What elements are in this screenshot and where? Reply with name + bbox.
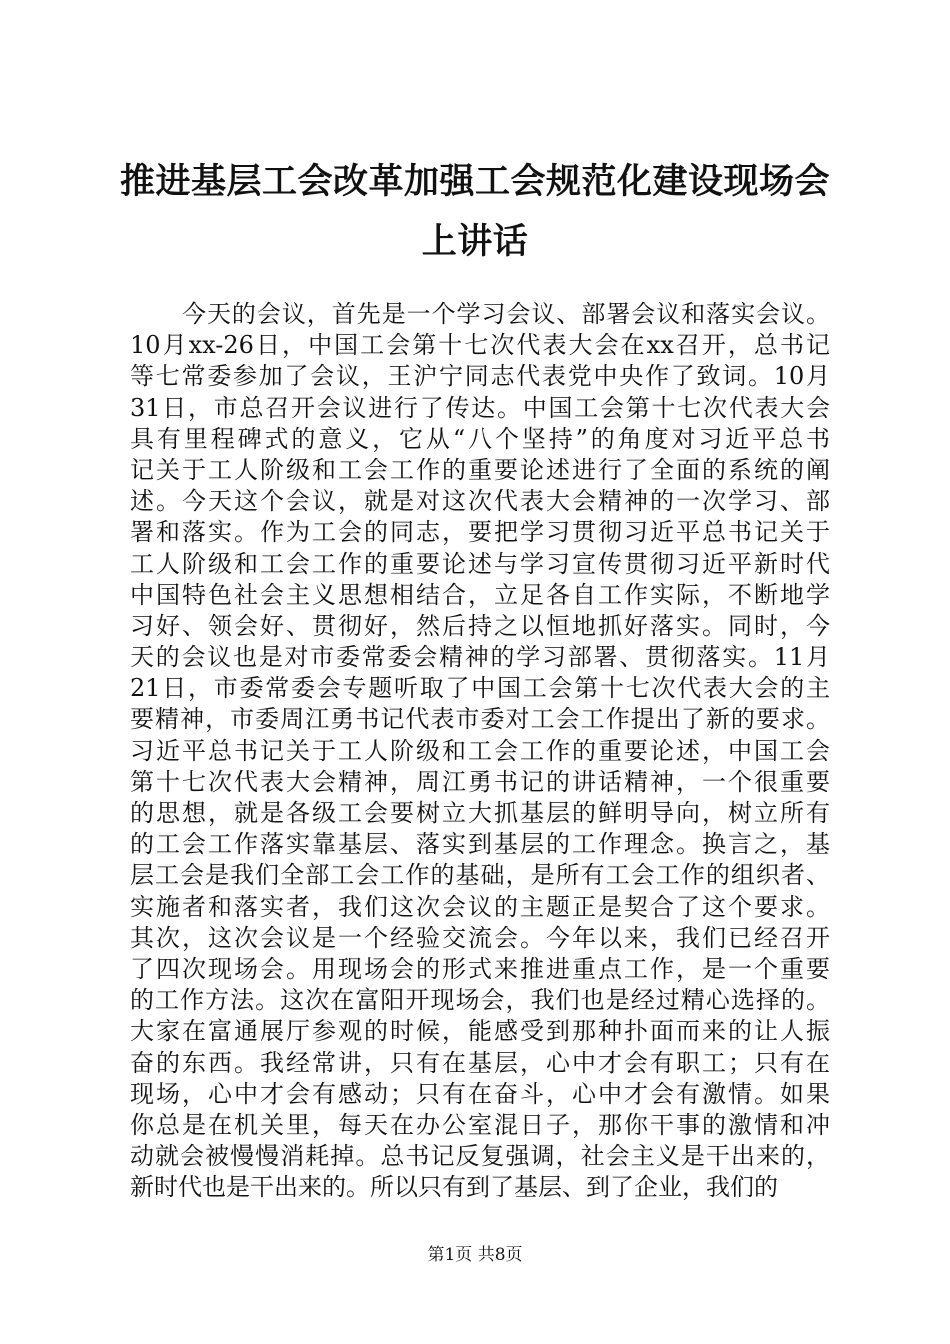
document-title-line-1: 推进基层工会改革加强工会规范化建设现场会 xyxy=(119,161,830,202)
body-line: 习近平总书记关于工人阶级和工会工作的重要论述，中国工会 xyxy=(130,736,830,765)
body-line: 的工作方法。这次在富阳开现场会，我们也是经过精心选择的。 xyxy=(130,986,830,1015)
body-line: 习好、领会好、贯彻好，然后持之以恒地抓好落实。同时，今 xyxy=(130,611,830,640)
body-line: 其次，这次会议是一个经验交流会。今年以来，我们已经召开 xyxy=(130,923,830,952)
body-line: 记关于工人阶级和工会工作的重要论述进行了全面的系统的阐 xyxy=(130,455,830,484)
body-line: 动就会被慢慢消耗掉。总书记反复强调，社会主义是干出来的， xyxy=(130,1142,830,1171)
body-line: 要精神，市委周江勇书记代表市委对工会工作提出了新的要求。 xyxy=(130,705,830,734)
body-line: 工人阶级和工会工作的重要论述与学习宣传贯彻习近平新时代 xyxy=(130,549,830,578)
body-line: 现场，心中才会有感动；只有在奋斗，心中才会有激情。如果 xyxy=(130,1079,830,1108)
body-line: 的工会工作落实靠基层、落实到基层的工作理念。换言之，基 xyxy=(130,830,830,859)
body-line: 奋的东西。我经常讲，只有在基层，心中才会有职工；只有在 xyxy=(130,1048,830,1077)
body-line: 大家在富通展厅参观的时候，能感受到那种扑面而来的让人振 xyxy=(130,1017,830,1046)
document-title-line-2: 上讲话 xyxy=(421,221,529,262)
document-body xyxy=(130,299,830,1203)
body-line: 层工会是我们全部工会工作的基础，是所有工会工作的组织者、 xyxy=(130,861,830,890)
body-line: 10月xx-26日，中国工会第十七次代表大会在xx召开，总书记 xyxy=(130,331,830,360)
body-line: 31日，市总召开会议进行了传达。中国工会第十七次代表大会 xyxy=(130,393,830,422)
body-line: 具有里程碑式的意义，它从“八个坚持”的角度对习近平总书 xyxy=(130,424,830,453)
body-line: 述。今天这个会议，就是对这次代表大会精神的一次学习、部 xyxy=(130,487,830,516)
body-line: 等七常委参加了会议，王沪宁同志代表党中央作了致词。10月 xyxy=(130,362,830,391)
body-line: 实施者和落实者，我们这次会议的主题正是契合了这个要求。 xyxy=(130,892,830,921)
body-line: 新时代也是干出来的。所以只有到了基层、到了企业，我们的 xyxy=(130,1173,778,1202)
body-line: 天的会议也是对市委常委会精神的学习部署、贯彻落实。11月 xyxy=(130,643,830,672)
body-line: 你总是在机关里，每天在办公室混日子，那你干事的激情和冲 xyxy=(130,1110,830,1139)
body-line: 中国特色社会主义思想相结合，立足各自工作实际，不断地学 xyxy=(130,580,830,609)
body-line: 第十七次代表大会精神，周江勇书记的讲话精神，一个很重要 xyxy=(130,767,830,796)
body-line: 的思想，就是各级工会要树立大抓基层的鲜明导向，树立所有 xyxy=(130,799,830,827)
page-number-footer: 第1页 共8页 xyxy=(427,1245,523,1265)
body-line: 了四次现场会。用现场会的形式来推进重点工作，是一个重要 xyxy=(130,954,830,983)
body-line: 署和落实。作为工会的同志，要把学习贯彻习近平总书记关于 xyxy=(130,518,830,547)
body-line: 今天的会议，首先是一个学习会议、部署会议和落实会议。 xyxy=(182,300,830,328)
body-line: 21日，市委常委会专题听取了中国工会第十七次代表大会的主 xyxy=(130,674,830,703)
